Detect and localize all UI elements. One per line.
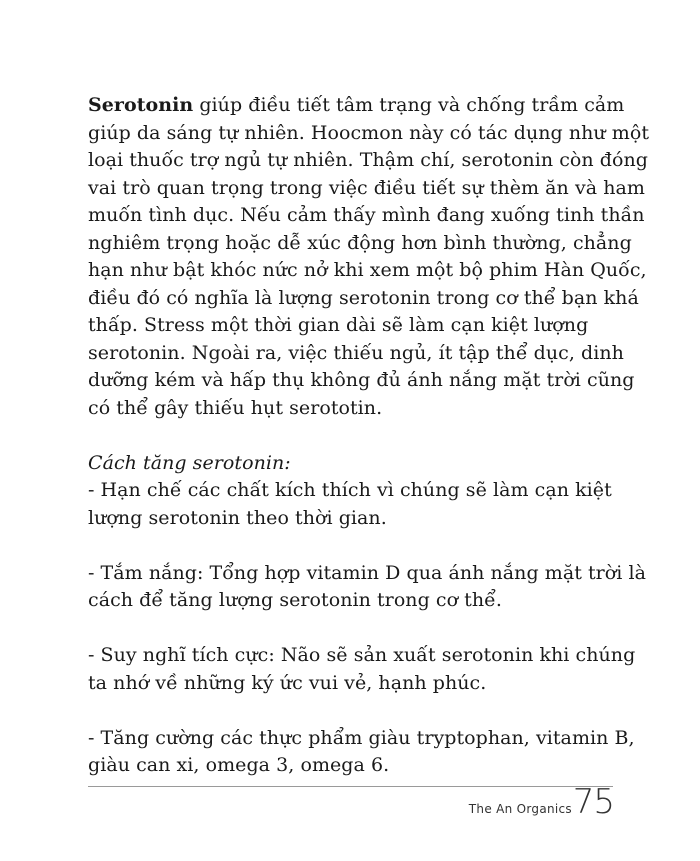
tip-3-line-2: ta nhớ về những ký ức vui vẻ, hạnh phúc. [88,671,487,694]
paragraph-1-line-1 [88,92,648,120]
paragraph-1-line: vai trò quan trọng trong việc điều tiết sự thèm ăn và ham [88,176,645,199]
paragraph-1-line: điều đó có nghĩa là lượng serotonin trong cơ thể bạn khá [88,286,639,309]
tip-2-line-2: cách để tăng lượng serotonin trong cơ thể. [88,589,502,611]
tip-1-line-1: - Hạn chế các chất kích thích vì chúng sẽ làm cạn kiệt [88,479,612,501]
body-text [88,92,648,780]
paragraph-1-line: muốn tình dục. Nếu cảm thấy mình đang xuống tinh thần [88,204,645,226]
paragraph-1-line: nghiêm trọng hoặc dễ xúc động hơn bình thường, chẳng [88,231,632,254]
section-heading: Cách tăng serotonin: [88,451,291,474]
tip-4-line-1: - Tăng cường các thực phẩm giàu tryptophan, vitamin B, [88,726,635,749]
paragraph-1-line: thấp. Stress một thời gian dài sẽ làm cạn kiệt lượng [88,314,589,336]
bold-term-serotonin: Serotonin [88,94,194,116]
tip-3-line-1: - Suy nghĩ tích cực: Não sẽ sản xuất serotonin khi chúng [88,644,636,666]
paragraph-1-line: có thể gây thiếu hụt serototin. [88,396,383,419]
paragraph-gap [88,615,648,643]
paragraph-1-line-1-rest: giúp điều tiết tâm trạng và chống trầm cảm [193,94,625,116]
footer-brand: The An Organics [468,802,572,816]
paragraph-gap [88,697,648,725]
tip-4-line-2: giàu can xi, omega 3, omega 6. [88,754,390,776]
paragraph-gap [88,532,648,560]
tip-1-line-2: lượng serotonin theo thời gian. [88,506,387,529]
footer-divider [88,786,613,787]
paragraph-1-line: hạn như bật khóc nức nở khi xem một bộ phim Hàn Quốc, [88,259,647,281]
tip-2-line-1: - Tắm nắng: Tổng hợp vitamin D qua ánh nắng mặt trời là [88,561,647,584]
paragraph-gap [88,422,648,450]
paragraph-1-line: giúp da sáng tự nhiên. Hoocmon này có tác dụng như một [88,121,650,144]
paragraph-1-line: loại thuốc trợ ngủ tự nhiên. Thậm chí, serotonin còn đóng [88,149,648,171]
page-number: 75 [572,782,614,822]
paragraph-1-line: dưỡng kém và hấp thụ không đủ ánh nắng mặt trời cũng [88,369,635,391]
paragraph-1-line: serotonin. Ngoài ra, việc thiếu ngủ, ít tập thể dục, dinh [88,341,624,364]
